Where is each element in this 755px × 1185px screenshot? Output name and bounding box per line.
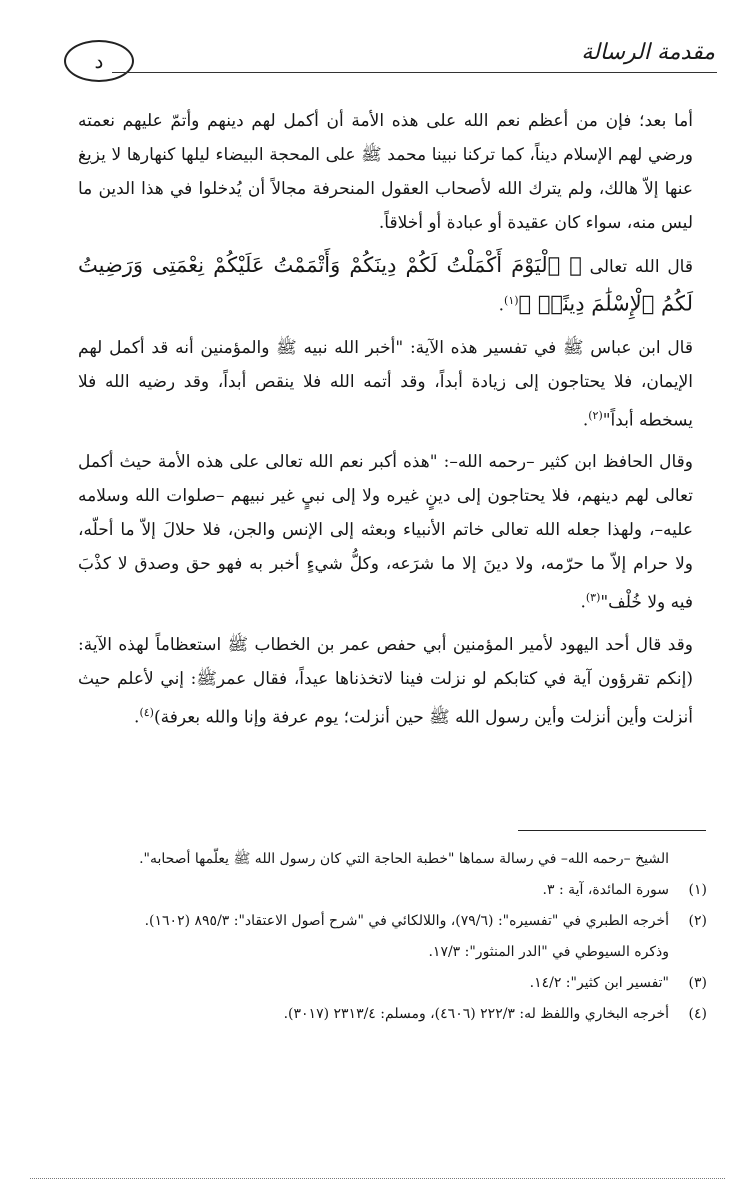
footnote-separator (518, 830, 706, 831)
running-header-title: مقدمة الرسالة (581, 40, 715, 65)
footnote-text: سورة المائدة، آية : ٣. (542, 882, 669, 898)
paragraph-yahud: وقد قال أحد اليهود لأمير المؤمنين أبي حفص عمر بن الخطاب ﷺ استعظاماً لهذه الآية: (إنكم تقرؤون آية في كتابكم لو نزلت فينا لاتخذناها عيداً، فقال عمرﷺ: إني لأعلم حيث أنزلت وأين أنزلت وأين رسول الله ﷺ حين أنزلت؛ يوم عرفة وإنا والله بعرفة)$^{(٤)}$. (78, 634, 693, 728)
footnote-4 (80, 999, 707, 1030)
yahud-text: وقد قال أحد اليهود لأمير المؤمنين أبي حفص عمر بن الخطاب ﷺ استعظاماً لهذه الآية: (إنكم تقرؤون آية في كتابكم لو نزلت فينا لاتخذناها عيداً، فقال عمرﷺ: إني لأعلم حيث أنزلت وأين أنزلت وأين رسول الله ﷺ حين أنزلت؛ يوم عرفة وإنا والله بعرفة) (78, 634, 693, 728)
ibn-abbas-text: قال ابن عباس ﷺ في تفسير هذه الآية: "أخبر الله نبيه ﷺ والمؤمنين أنه قد أكمل لهم الإيمان، فلا يحتاجون إلى زيادة أبداً، وقد أتمه الله فلا ينقص أبداً، وقد رضيه الله فلا يسخطه أبداً" (78, 337, 693, 431)
footnote-marker-4: (٤) (139, 705, 154, 719)
footnote-number: (٣) (688, 975, 707, 991)
footnote-number: (٢) (688, 913, 707, 929)
footnote-text: أخرجه الطبري في "تفسيره": (٧٩/٦)، واللالكائي في "شرح أصول الاعتقاد": ٨٩٥/٣ (١٦٠٢). (144, 913, 669, 929)
footnote-marker-1: (١) (504, 294, 519, 307)
footnote-carryover: الشيخ –رحمه الله– في رسالة سماها "خطبة الحاجة التي كان رسول الله ﷺ يعلّمها أصحابه". (139, 851, 669, 867)
footnote-number: (١) (688, 882, 707, 898)
header-rule (112, 72, 717, 73)
footnote-1 (80, 875, 707, 906)
footnote-text: "تفسير ابن كثير": ١٤/٢. (529, 975, 669, 991)
footnote-marker-2: (٢) (588, 408, 603, 422)
paragraph-ibn-abbas: قال ابن عباس ﷺ في تفسير هذه الآية: "أخبر الله نبيه ﷺ والمؤمنين أنه قد أكمل لهم الإيمان، فلا يحتاجون إلى زيادة أبداً، وقد أتمه الله فلا ينقص أبداً، وقد رضيه الله فلا يسخطه أبداً"$^{(٢)}$. (78, 337, 693, 431)
footnote-2 (80, 906, 707, 937)
main-text (78, 104, 693, 743)
paragraph-ibn-kathir: وقال الحافظ ابن كثير –رحمه الله–: "هذه أكبر نعم الله تعالى على هذه الأمة حيث أكمل تعالى لهم دينهم، فلا يحتاجون إلى دينٍ غيره ولا إلى نبيٍ غير نبيهم –صلوات الله وسلامه عليه–، ولهذا جعله الله تعالى خاتم الأنبياء وبعثه إلى الإنس والجن، فلا حلالَ إلاّ ما أحلّه، ولا حرام إلاّ ما حرّمه، ولا دينَ إلا ما شرَعه، وكلُّ شيءٍ أخبر به فهو حق وصدق لا كذْبَ فيه ولا خُلْف"$^{(٣)}$. (78, 452, 693, 613)
paragraph-verse: قال الله تعالى ﴿ ٱلْيَوْمَ أَكْمَلْتُ لَكُمْ دِينَكُمْ وَأَتْمَمْتُ عَلَيْكُمْ نِعْمَتِى وَرَضِيتُ لَكُمُ ٱلْإِسْلَٰمَ دِينًاۚ ﴾$^{(١)}$. (78, 253, 693, 316)
page-bottom-edge (30, 1178, 725, 1179)
ibn-kathir-text: وقال الحافظ ابن كثير –رحمه الله–: "هذه أكبر نعم الله تعالى على هذه الأمة حيث أكمل تعالى لهم دينهم، فلا يحتاجون إلى دينٍ غيره ولا إلى نبيٍ غير نبيهم –صلوات الله وسلامه عليه–، ولهذا جعله الله تعالى خاتم الأنبياء وبعثه إلى الإنس والجن، فلا حلالَ إلاّ ما أحلّه، ولا حرام إلاّ ما حرّمه، ولا دينَ إلا ما شرَعه، وكلُّ شيءٍ أخبر به فهو حق وصدق لا كذْبَ فيه ولا خُلْف" (78, 452, 693, 613)
footnote-text: أخرجه البخاري واللفظ له: ٢٢٢/٣ (٤٦٠٦)، ومسلم: ٢٣١٣/٤ (٣٠١٧). (283, 1006, 669, 1022)
footnotes (80, 844, 707, 1030)
footnote-number: (٤) (688, 1006, 707, 1022)
quran-verse: ﴿ ٱلْيَوْمَ أَكْمَلْتُ لَكُمْ دِينَكُمْ وَأَتْمَمْتُ عَلَيْكُمْ نِعْمَتِى وَرَضِيتُ لَكُمُ ٱلْإِسْلَٰمَ دِينًاۚ ﴾ (78, 253, 693, 316)
footnote-marker-3: (٣) (585, 591, 601, 605)
paragraph-intro: أما بعد؛ فإن من أعظم نعم الله على هذه الأمة أن أكمل لهم دينهم وأتمّ عليهم نعمته ورضي لهم الإسلام ديناً، كما تركنا نبينا محمد ﷺ على المحجة البيضاء ليلها كنهارها لا يزيغ عنها إلاّ هالك، ولم يترك الله لأصحاب العقول المنحرفة مجالاً أن يُدخلوا في هذا الدين ما ليس منه، سواء كان عقيدة أو عبادة أو أخلاقاً. (78, 111, 693, 233)
verse-intro: قال الله تعالى (581, 257, 693, 277)
page-number-badge (64, 40, 134, 82)
footnote-2-continuation: وذكره السيوطي في "الدر المنثور": ١٧/٣. (428, 944, 669, 960)
page-number: د (94, 49, 104, 73)
footnote-3 (80, 968, 707, 999)
